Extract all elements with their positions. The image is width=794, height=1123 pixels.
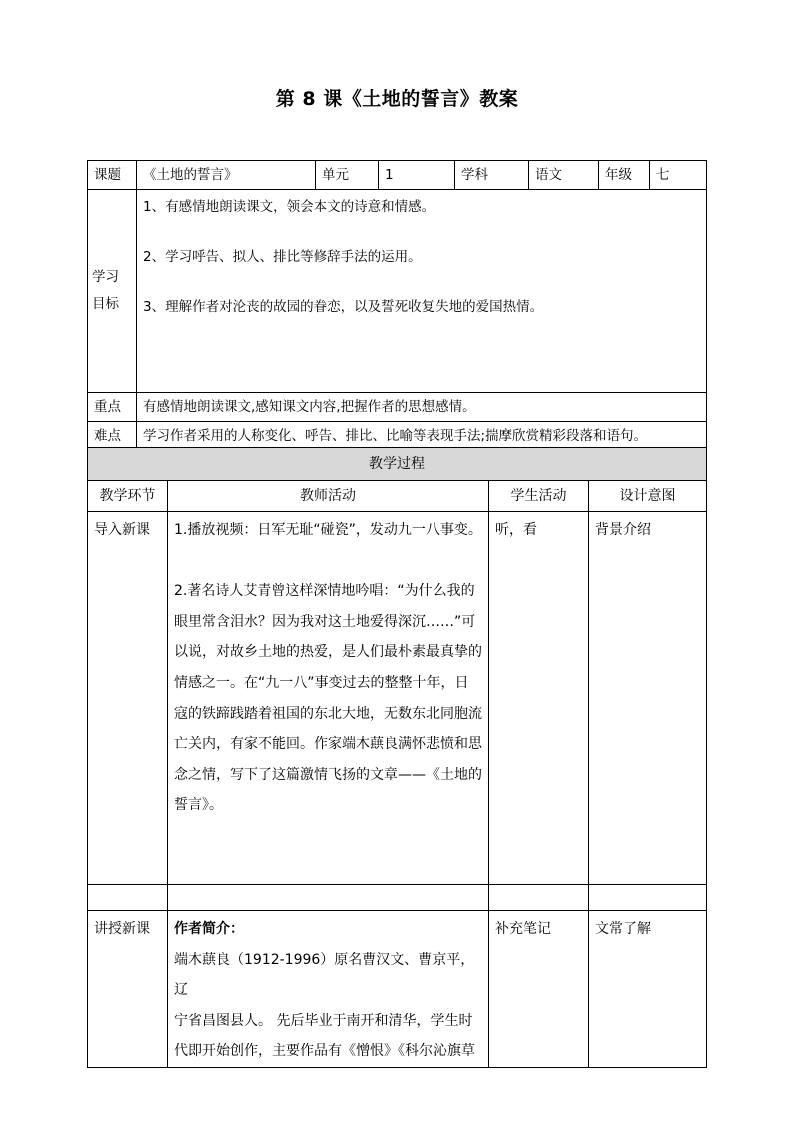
subject-value: 语文 [529, 161, 599, 190]
teacher-line: 2.著名诗人艾青曾这样深情地吟唱：“为什么我的 [174, 583, 475, 600]
topic-value: 《土地的誓言》 [137, 161, 316, 190]
empty-cell [489, 885, 589, 911]
column-header-teacher: 教师活动 [168, 481, 489, 512]
process-row-new-lesson [88, 911, 707, 1068]
objectives-row [88, 190, 707, 393]
column-header-student: 学生活动 [489, 481, 589, 512]
process-column-headers [88, 481, 707, 512]
unit-value: 1 [379, 161, 455, 190]
teacher-line: 亡关内，有家不能回。作家端木蕻良满怀悲愤和思 [174, 736, 482, 753]
stage-cell: 讲授新课 [88, 911, 168, 1068]
student-activity-cell: 补充笔记 [489, 911, 589, 1068]
student-activity-cell: 听，看 [489, 512, 589, 885]
objective-item: 2、学习呼告、拟人、排比等修辞手法的运用。 [143, 249, 422, 265]
teacher-line: 端木蕻良（1912-1996）原名曹汉文、曹京平， 辽 [174, 951, 475, 999]
process-header: 教学过程 [88, 448, 707, 481]
empty-cell [88, 885, 168, 911]
lesson-info-table [87, 160, 707, 451]
process-header-row [88, 448, 707, 481]
objectives-label [88, 190, 137, 393]
objectives-label-line2: 目标 [92, 296, 119, 312]
empty-cell [168, 885, 489, 911]
key-point-text: 有感情地朗读课文,感知课文内容,把握作者的思想感情。 [137, 393, 707, 422]
design-intent-cell: 背景介绍 [589, 512, 707, 885]
topic-label: 课题 [88, 161, 137, 190]
key-point-label: 重点 [88, 393, 137, 422]
teacher-activity-cell [168, 512, 489, 885]
objective-item: 3、理解作者对沦丧的故园的眷恋，以及誓死收复失地的爱国热情。 [143, 299, 544, 315]
stage-cell: 导入新课 [88, 512, 168, 885]
objectives-list [137, 190, 707, 393]
teacher-line: 誓言》。 [174, 797, 223, 814]
unit-label: 单元 [316, 161, 379, 190]
difficulty-text: 学习作者采用的人称变化、呼告、排比、比喻等表现手法;揣摩欣赏精彩段落和语句。 [137, 422, 707, 451]
objective-item: 1、有感情地朗读课文，领会本文的诗意和情感。 [143, 199, 436, 215]
page-title: 第 8 课《土地的誓言》教案 [275, 88, 519, 110]
objectives-label-line1: 学习 [92, 269, 119, 285]
column-header-intent: 设计意图 [589, 481, 707, 512]
teacher-line: 眼里常含泪水？因为我对这土地爱得深沉……”可 [174, 613, 476, 630]
process-row-empty [88, 885, 707, 911]
subject-label: 学科 [455, 161, 529, 190]
column-header-stage: 教学环节 [88, 481, 168, 512]
teacher-line: 1.播放视频：日军无耻“碰瓷”，发动九一八事变。 [174, 522, 482, 538]
teacher-heading: 作者简介： [174, 921, 244, 937]
difficulty-label: 难点 [88, 422, 137, 451]
teacher-line: 宁省昌图县人。 先后毕业于南开和清华，学生时 [174, 1012, 473, 1029]
grade-label: 年级 [599, 161, 650, 190]
teacher-activity-cell [168, 911, 489, 1068]
process-row-intro [88, 512, 707, 885]
design-intent-cell: 文常了解 [589, 911, 707, 1068]
key-point-row [88, 393, 707, 422]
teacher-line: 以说，对故乡土地的热爱，是人们最朴素最真挚的 [174, 644, 482, 661]
teacher-line: 代即开始创作，主要作品有《憎恨》《科尔沁旗草 [174, 1043, 475, 1060]
teacher-line-spacer [174, 546, 482, 577]
info-row [88, 161, 707, 190]
teacher-line: 寇的铁蹄践踏着祖国的东北大地，无数东北同胞流 [174, 705, 482, 722]
teacher-line: 情感之一。在“九一八”事变过去的整整十年，日 [174, 674, 469, 691]
grade-value: 七 [650, 161, 707, 190]
teacher-line: 念之情，写下了这篇激情飞扬的文章——《土地的 [174, 766, 482, 783]
empty-cell [589, 885, 707, 911]
teaching-process-table [87, 447, 707, 1068]
